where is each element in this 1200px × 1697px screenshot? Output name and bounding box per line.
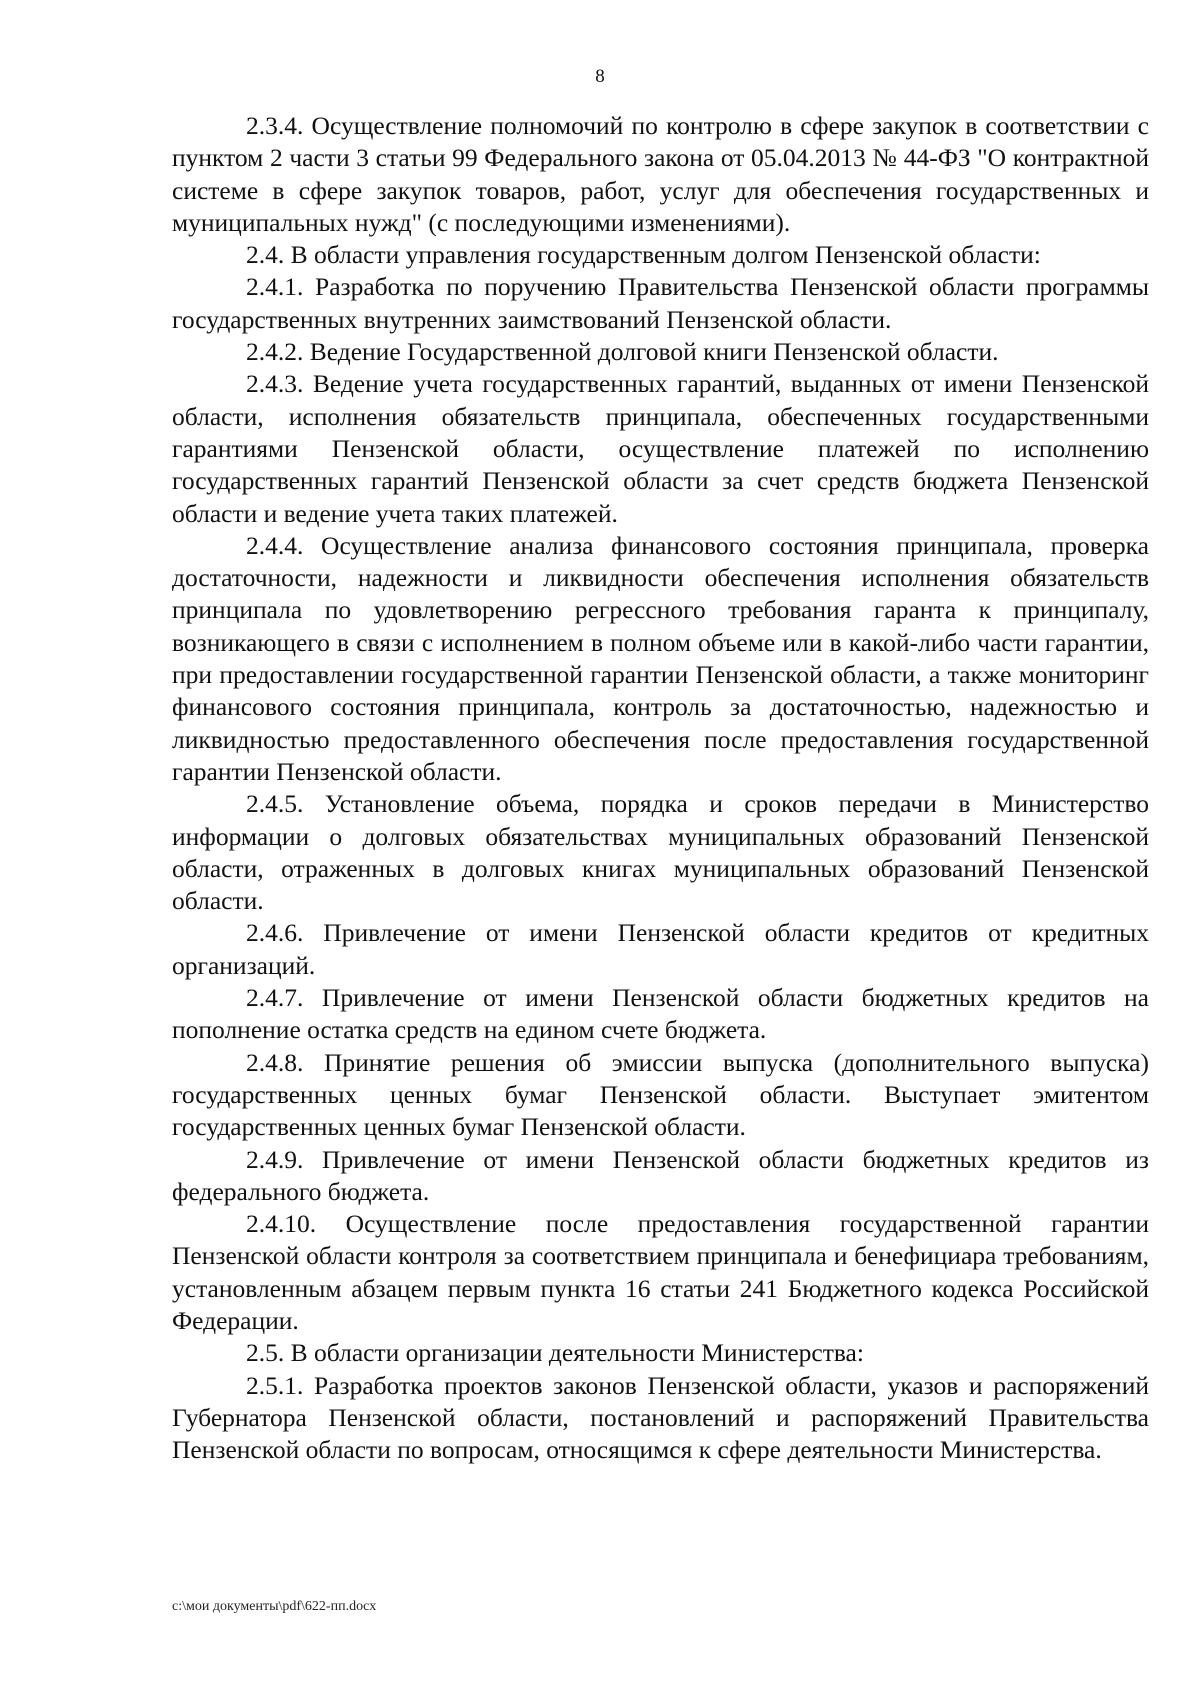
paragraph-2-4-6: 2.4.6. Привлечение от имени Пензенской области кредитов от кредитных организаций. xyxy=(172,918,1149,980)
paragraph-2-4-9: 2.4.9. Привлечение от имени Пензенской области бюджетных кредитов из федерального бюджета. xyxy=(172,1144,1149,1206)
paragraph-2-4-7: 2.4.7. Привлечение от имени Пензенской области бюджетных кредитов на пополнение остатка средств на едином счете бюджета. xyxy=(172,983,1149,1045)
paragraph-2-5: 2.5. В области организации деятельности Министерства: xyxy=(246,1338,864,1368)
paragraph-2-4-5: 2.4.5. Установление объема, порядка и сроков передачи в Министерство информации о долговых обязательствах муниципальных образований Пензенской области, отраженных в долговых книгах муниципальных образований Пензенской области. xyxy=(172,789,1149,916)
document-body xyxy=(172,110,1149,1466)
paragraph-2-3-4: 2.3.4. Осуществление полномочий по контролю в сфере закупок в соответствии с пунктом 2 части 3 статьи 99 Федерального закона от 05.04.2013 № 44-ФЗ "О контрактной системе в сфере закупок товаров, работ, услуг для обеспечения государственных и муниципальных нужд" (с последующими изменениями). xyxy=(172,111,1149,237)
paragraph-2-4-10: 2.4.10. Осуществление после предоставления государственной гарантии Пензенской области контроля за соответствием принципала и бенефициара требованиям, установленным абзацем первым пункта 16 статьи 241 Бюджетного кодекса Российской Федерации. xyxy=(172,1209,1149,1335)
page-number: 8 xyxy=(595,66,605,87)
paragraph-2-4-2: 2.4.2. Ведение Государственной долговой книги Пензенской области. xyxy=(246,337,999,367)
paragraph-2-4-1: 2.4.1. Разработка по поручению Правительства Пензенской области программы государственных внутренних заимствований Пензенской области. xyxy=(172,272,1149,334)
paragraph-2-4-3: 2.4.3. Ведение учета государственных гарантий, выданных от имени Пензенской области, исполнения обязательств принципала, обеспеченных государственными гарантиями Пензенской области, осуществление платежей по исполнению государственных гарантий Пензенской области за счет средств бюджета Пензенской области и ведение учета таких платежей. xyxy=(172,369,1149,528)
paragraph-2-4-4: 2.4.4. Осуществление анализа финансового состояния принципала, проверка достаточности, надежности и ликвидности обеспечения исполнения обязательств принципала по удовлетворению регрессного требования гаранта к принципалу, возникающего в связи с исполнением в полном объеме или в какой-либо части гарантии, при предоставлении государственной гарантии Пензенской области, а также мониторинг финансового состояния принципала, контроль за достаточностью, надежностью и ликвидностью предоставленного обеспечения после предоставления государственной гарантии Пензенской области. xyxy=(172,530,1149,786)
paragraph-2-4: 2.4. В области управления государственным долгом Пензенской области: xyxy=(246,240,1041,270)
footer-file-path: c:\мои документы\pdf\622-пп.docx xyxy=(172,1599,377,1614)
paragraph-2-4-8: 2.4.8. Принятие решения об эмиссии выпуска (дополнительного выпуска) государственных ценных бумаг Пензенской области. Выступает эмитентом государственных ценных бумаг Пензенской области. xyxy=(172,1047,1149,1142)
paragraph-2-5-1: 2.5.1. Разработка проектов законов Пензенской области, указов и распоряжений Губернатора Пензенской области, постановлений и распоряжений Правительства Пензенской области по вопросам, относящимся к сфере деятельности Министерства. xyxy=(172,1370,1149,1465)
